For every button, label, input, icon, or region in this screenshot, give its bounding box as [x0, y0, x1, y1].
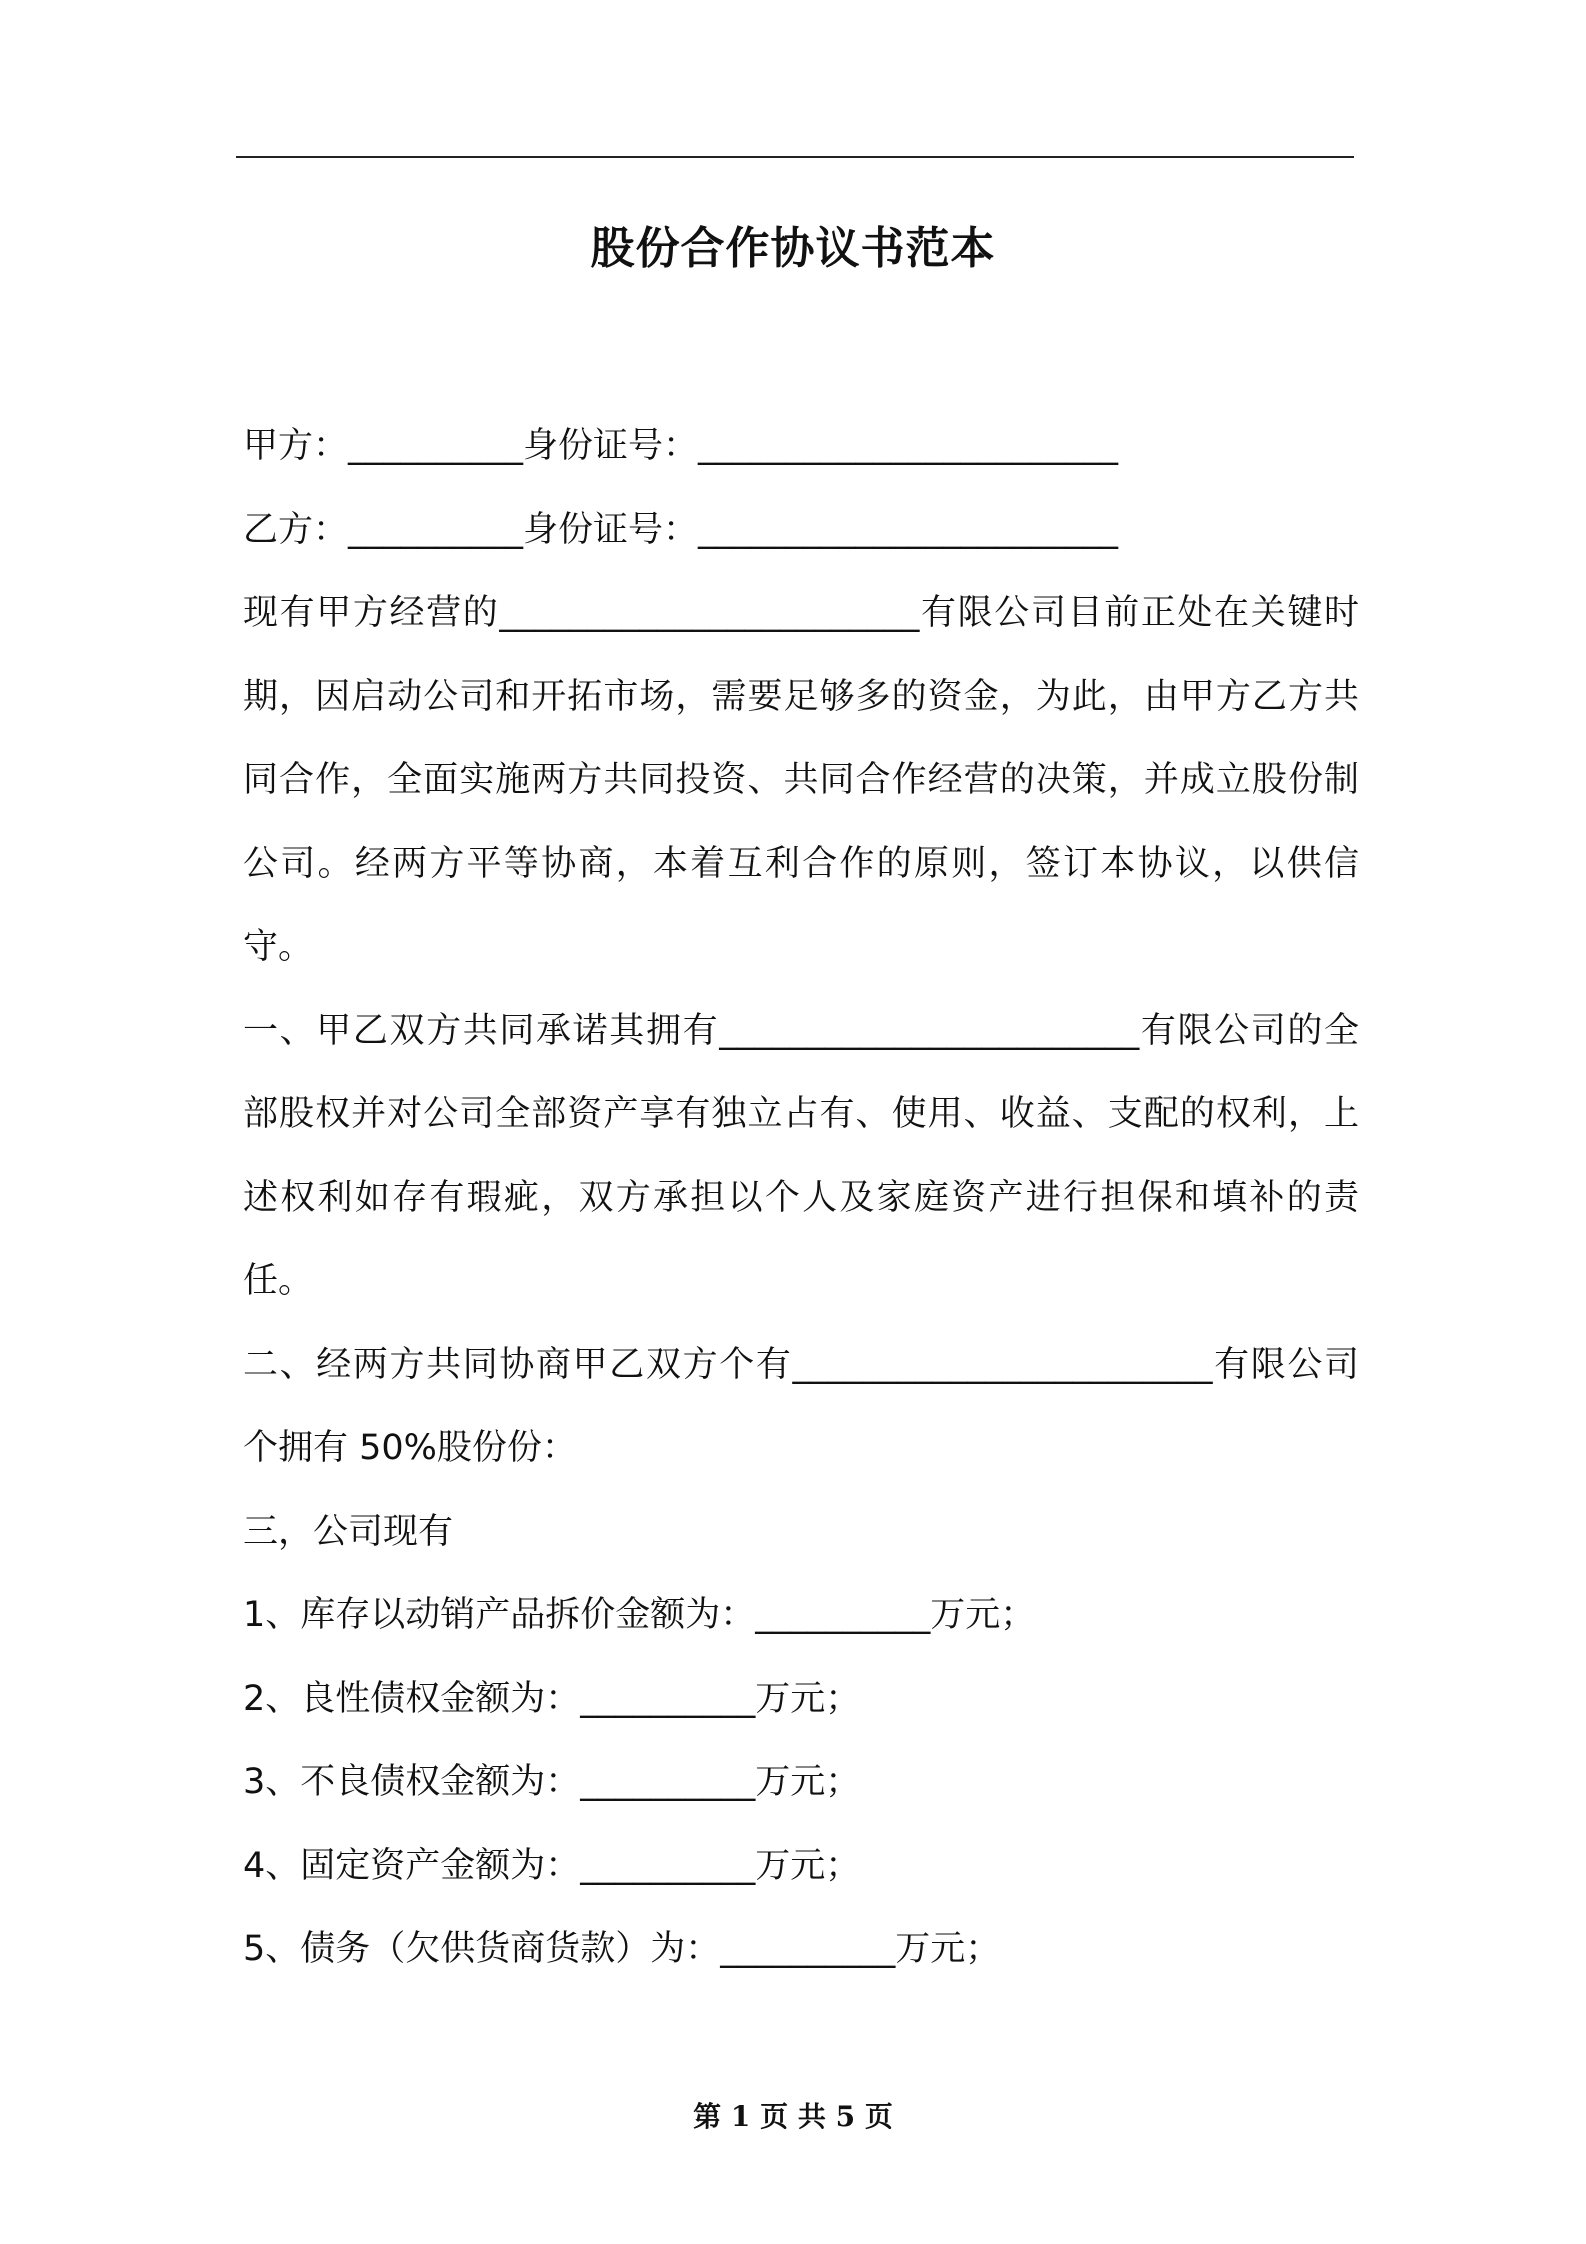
- asset-item-5: 5、债务（欠供货商货款）为：__________万元；: [243, 1929, 1001, 1969]
- document-body: [243, 405, 1359, 1992]
- page-footer: 第 1 页 共 5 页: [693, 2100, 893, 2133]
- clause-3-heading: 三，公司现有: [243, 1511, 454, 1552]
- asset-item-3: 3、不良债权金额为：__________万元；: [243, 1762, 861, 1802]
- header-rule: [236, 156, 1354, 158]
- intro-paragraph: 现有甲方经营的________________________有限公司目前正处在关键时期，因启动公司和开拓市场，需要足够多的资金，为此，由甲方乙方共同合作，全面实施两方共同投资、共同合作经营的决策，并成立股份制公司。经两方平等协商，本着互利合作的原则，签订本协议，以供信守。: [243, 593, 1359, 967]
- asset-item-1: 1、库存以动销产品拆价金额为：__________万元；: [243, 1595, 1036, 1635]
- clause-1-paragraph: 一、甲乙双方共同承诺其拥有________________________有限公司的全部股权并对公司全部资产享有独立占有、使用、收益、支配的权利，上述权利如存有瑕疵，双方承担以个人及家庭资产进行担保和填补的责任。: [243, 1010, 1359, 1301]
- clause-2-paragraph: 二、经两方共同协商甲乙双方个有________________________有限公司个拥有 50%股份份：: [243, 1344, 1359, 1468]
- document-title: 股份合作协议书范本: [590, 223, 996, 274]
- asset-item-4: 4、固定资产金额为：__________万元；: [243, 1845, 861, 1886]
- party-b-line: 乙方：__________身份证号：________________________: [243, 509, 1119, 550]
- party-a-line: 甲方：__________身份证号：________________________: [243, 426, 1119, 466]
- asset-item-2: 2、良性债权金额为：__________万元；: [243, 1678, 861, 1719]
